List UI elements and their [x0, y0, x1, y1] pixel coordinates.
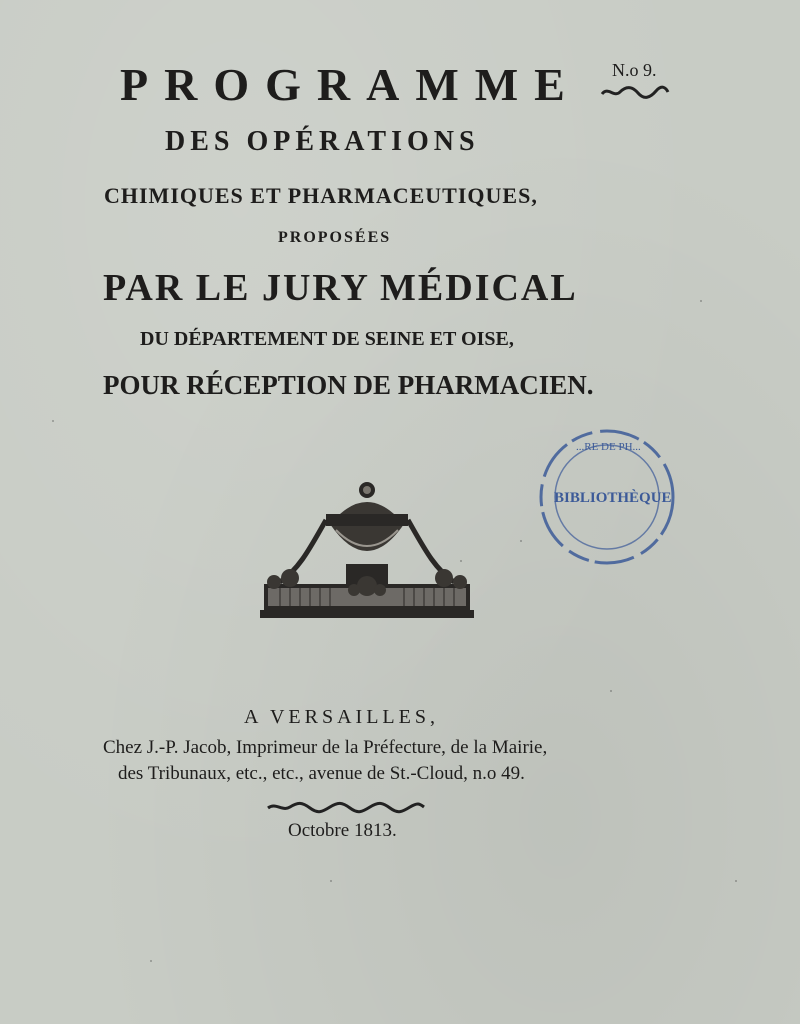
stamp-middle-text: BIBLIOTHÈQUE	[554, 490, 672, 506]
wavy-rule-icon	[266, 800, 426, 814]
document-number: N.o 9.	[612, 60, 657, 80]
urn-with-garland-icon	[260, 478, 474, 622]
title-programme: PROGRAMME	[120, 59, 581, 110]
stamp-top-text: ...RE DE PH...	[576, 441, 641, 453]
title-departement: DU DÉPARTEMENT DE SEINE ET OISE,	[140, 328, 514, 350]
title-proposees: PROPOSÉES	[278, 229, 392, 246]
title-operations: DES OPÉRATIONS	[165, 126, 480, 157]
title-reception: POUR RÉCEPTION DE PHARMACIEN.	[103, 370, 594, 400]
title-jury-medical: PAR LE JURY MÉDICAL	[103, 267, 578, 309]
library-stamp	[532, 422, 682, 572]
imprint-line-1: Chez J.-P. Jacob, Imprimeur de la Préfecture, de la Mairie,	[103, 737, 548, 758]
title-chimiques: CHIMIQUES ET PHARMACEUTIQUES,	[104, 183, 538, 208]
imprint-line-2: des Tribunaux, etc., etc., avenue de St.-Cloud, n.o 49.	[118, 763, 525, 784]
flourish-icon	[600, 84, 670, 100]
publication-date: Octobre 1813.	[288, 820, 397, 841]
imprint-city: A VERSAILLES,	[244, 706, 439, 728]
